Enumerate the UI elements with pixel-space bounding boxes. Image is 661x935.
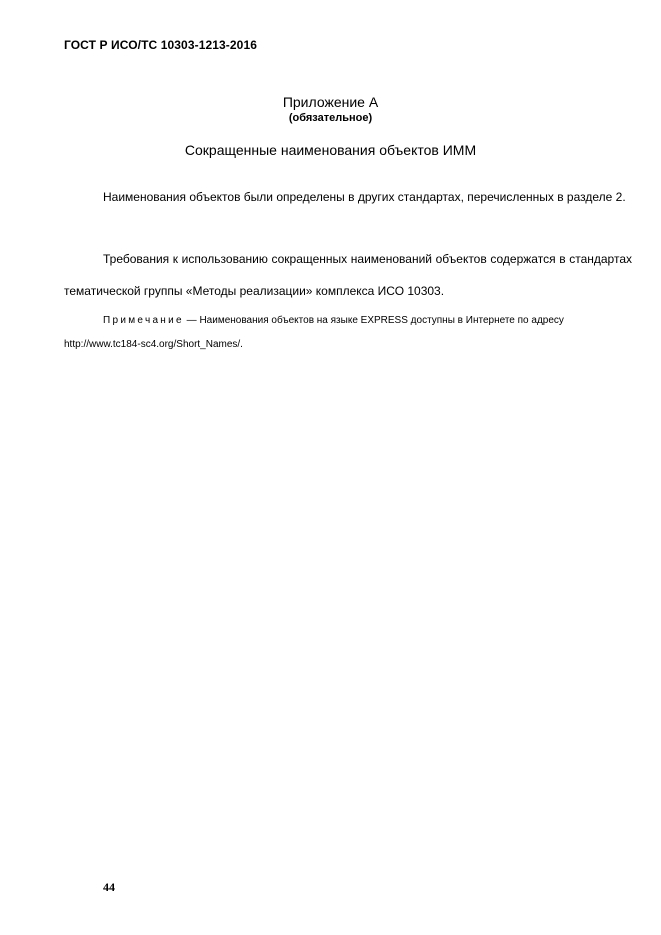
document-header: ГОСТ Р ИСО/ТС 10303-1213-2016: [64, 38, 257, 52]
note-text: Наименования объектов на языке EXPRESS доступны в Интернете по адресу http://www.tc184-sc4.org/Short_Names/.: [64, 315, 564, 350]
body-paragraph-1: Наименования объектов были определены в других стандартах, перечисленных в разделе 2.: [103, 190, 626, 204]
note-dash: —: [183, 315, 200, 326]
page-number: 44: [103, 880, 115, 894]
note-label: Примечание: [103, 315, 184, 326]
body-paragraph-2: Требования к использованию сокращенных наименований объектов содержатся в стандартах тематической группы «Методы реализации» комплекса ИСО 10303.: [64, 252, 632, 298]
appendix-status: (обязательное): [288, 112, 373, 124]
appendix-title: Приложение А: [282, 94, 379, 110]
note: [64, 309, 632, 357]
appendix-heading: Сокращенные наименования объектов ИММ: [184, 142, 477, 158]
